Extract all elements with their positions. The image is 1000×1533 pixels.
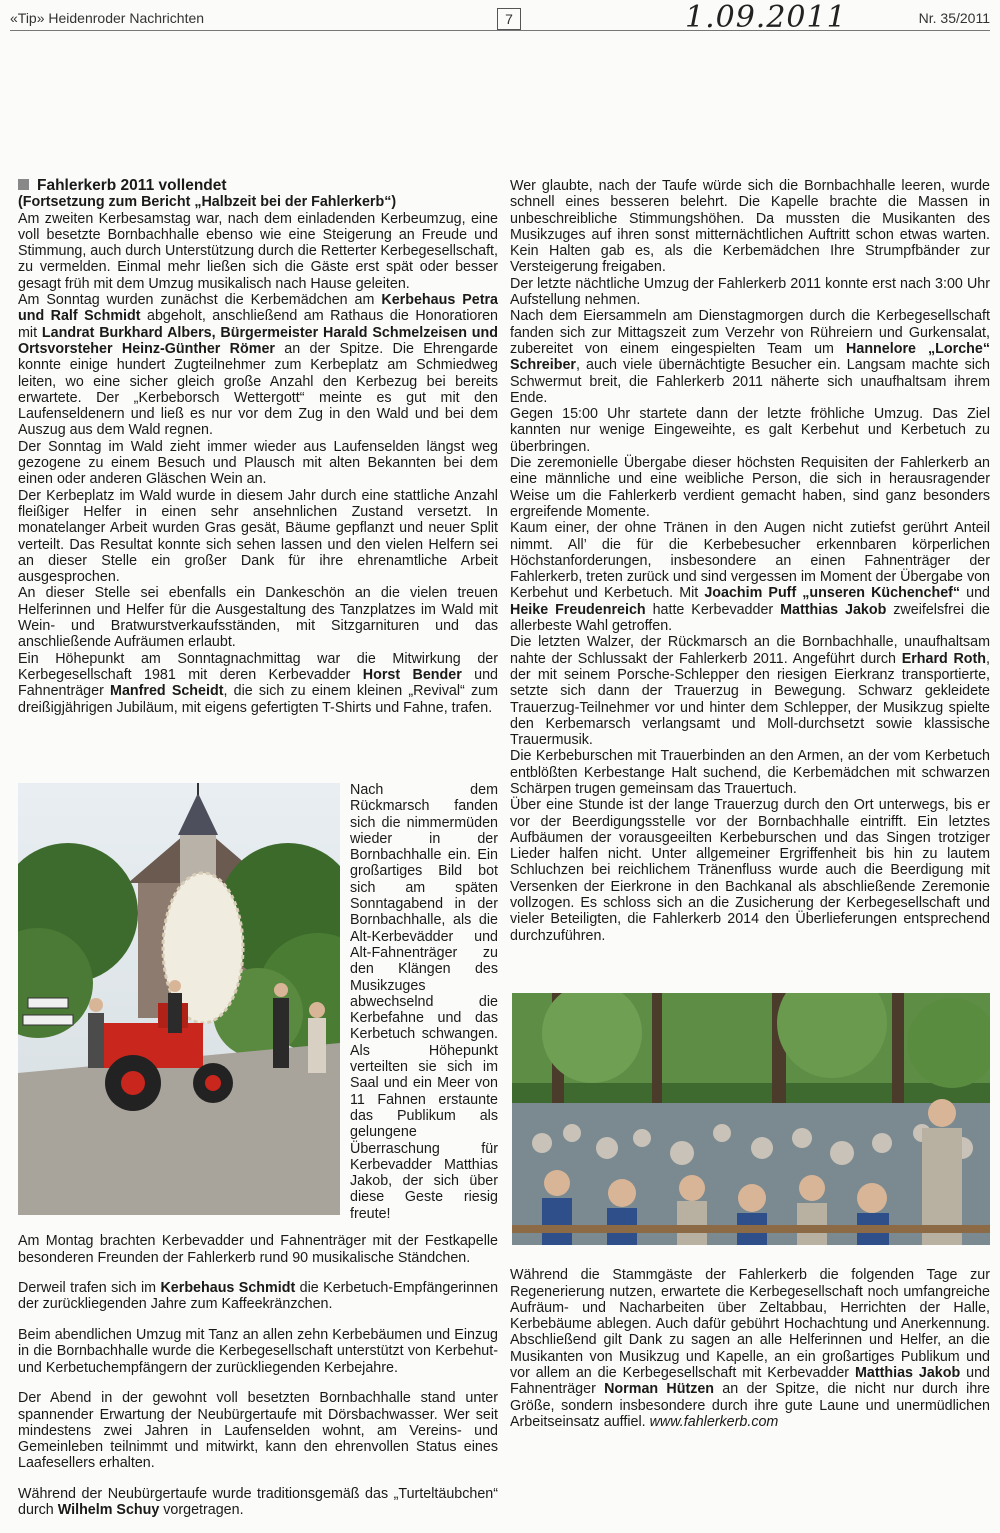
- crowd-photo: [512, 993, 990, 1245]
- right-bottom-column: [510, 1253, 990, 1445]
- paragraph: Wer glaubte, nach der Taufe würde sich die Bornbachhalle leeren, wurde schnell eines besseren belehrt. Die Kapelle brachte die Massen in unbeschreibliche Stimmungshöhen. Da mussten die Musikanten des Musikzuges auf ihren sonst mitternächtlichen Auftritt schon etwas warten. Kein Halten gab es, als die Kerbemädchen Ihre Strumpfbänder zur Versteigerung freigaben.: [510, 178, 990, 276]
- paragraph: Der letzte nächtliche Umzug der Fahlerkerb 2011 konnte erst nach 3:00 Uhr Aufstellung nehmen.: [510, 275, 990, 309]
- paragraph: Nach dem Eiersammeln am Dienstagmorgen durch die Kerbegesellschaft fanden sich zur Mittagszeit zum Verzehr von Rühreiern und Gurkensalat, zubereitet von einem eingespielten Team um Hannelore „Lorche“ Schreiber, auch viele übernächtigte Besucher ein. Langsam machte sich Schwermut breit, die Fahlerkerb 2011 näherte sich unaufhaltsam ihrem Ende.: [510, 308, 990, 406]
- page-number: 7: [497, 8, 521, 30]
- paragraph: Die letzten Walzer, der Rückmarsch an die Bornbachhalle, unaufhaltsam nahte der Schlussakt der Fahlerkerb 2011. Angeführt durch Erhard Roth, der mit seinem Porsche-Schlepper den riesigen Eierkranz transportierte, setzte sich dann der Trauerzug in Bewegung. Schwarz gekleidete Trauerzug-Teilnehmer vor und hinter dem Schlepper, der Musikzug spielte den Kerbemarsch verlangsamt und Moll-durchsetzt sowie klassische Trauermusik.: [510, 634, 990, 749]
- paragraph: Über eine Stunde ist der lange Trauerzug durch den Ort unterwegs, bis er vor der Beerdigungsstelle vor der Bornbachhalle eintrifft. Ein letztes Aufbäumen der vorausgeeilten Kerbeburschen und das Singen trotziger Lieder halfen nicht. Unter allgemeiner Ergriffenheit bis hin zu lautem Schluchzen bei reichlichem Tränenfluss wurde auch die Beerdigung mit Versenken der Eierkrone in den Bachkanal als abschließende Zeremonie vollzogen. Es schloss sich an die Zusicherung der Kerbegesellschaft und vieler Beteiligten, die Fahlerkerb 2014 den Überlieferungen entsprechend durchzuführen.: [510, 797, 990, 944]
- paragraph: An dieser Stelle sei ebenfalls ein Dankeschön an die vielen treuen Helferinnen und Helfer für die Ausgestaltung des Tanzplatzes im Wald mit Wein- und Bratwurstverkaufsständen, mit Sitzgarnituren und das anschließende Aufräumen erlaubt.: [18, 585, 498, 651]
- paragraph: Derweil trafen sich im Kerbehaus Schmidt die Kerbetuch-Empfängerinnen der zurückliegenden Jahre zum Kaffeekränzchen.: [18, 1280, 499, 1313]
- article-title: Fahlerkerb 2011 vollendet: [18, 178, 498, 194]
- issue-number: Nr. 35/2011: [918, 10, 990, 26]
- publication-name: «Tip» Heidenroder Nachrichten: [10, 10, 205, 26]
- title-square-icon: [18, 179, 29, 190]
- page-header: [10, 0, 990, 35]
- paragraph: Der Abend in der gewohnt voll besetzten Bornbachhalle stand unter spannender Erwartung der Neubürgertaufe mit Dörsbachwasser. Wer seit mindestens zwei Jahren in Laufenselden wohnt, am Vereins- und Gemeinleben teilnimmt und mitwirkt, kann den ehrenvollen Status eines Laafesellers erhalten.: [18, 1390, 498, 1472]
- paragraph: Kaum einer, der ohne Tränen in den Augen nicht zutiefst gerührt Anteil nimmt. All’ die für die Kerbebesucher erkennbaren körperlichen Höchstanforderungen, insbesondere an einen Fahnenträger der Fahlerkerb, treten zurück und sind vergessen im Moment der Übergabe von Kerbehut und Kerbetuch. Mit Joachim Puff „unseren Küchenchef“ und Heike Freudenreich hatte Kerbevadder Matthias Jakob zweifelsfrei die allerbeste Wahl getroffen.: [510, 520, 990, 635]
- paragraph: Ein Höhepunkt am Sonntagnachmittag war die Mitwirkung der Kerbegesellschaft 1981 mit deren Kerbevadder Horst Bender und Fahnenträger Manfred Scheidt, die sich zu einem kleinen „Revival“ zum dreißigjährigen Jubiläum, mit eigens gefertigten T-Shirts und Fahne, trafen.: [18, 650, 498, 716]
- paragraph: Die zeremonielle Übergabe dieser höchsten Requisiten der Fahlerkerb an eine männliche und eine weibliche Person, die sich in herausragender Weise um die Fahlerkerb verdient gemacht haben, sind ganz besonders ergreifende Momente.: [510, 455, 990, 520]
- header-rule: [10, 30, 990, 31]
- handwritten-date: 1.09.2011: [685, 0, 847, 35]
- paragraph: Der Sonntag im Wald zieht immer wieder aus Laufenselden längst weg gezogene zu einem Besuch und Plausch mit alten Bekannten bei dem einen oder anderen Gläschen Wein an.: [18, 438, 498, 488]
- paragraph: Am Montag brachten Kerbevadder und Fahnenträger mit der Festkapelle besonderen Freunden der Fahlerkerb rund 90 musikalische Ständchen.: [18, 1233, 498, 1266]
- article-subtitle: (Fortsetzung zum Bericht „Halbzeit bei der Fahlerkerb“): [18, 194, 397, 211]
- website-link[interactable]: www.fahlerkerb.com: [649, 1413, 779, 1430]
- left-bottom-column: [18, 1219, 498, 1533]
- paragraph: Die Kerbeburschen mit Trauerbinden an den Armen, an der vom Kerbetuch entblößten Kerbestange Halt suchend, die Kerbemädchen mit schwarzen Schärpen trugen gemeinsam das Trauertuch.: [510, 748, 990, 797]
- left-column: [18, 178, 498, 716]
- parade-photo: [18, 783, 340, 1215]
- paragraph: Beim abendlichen Umzug mit Tanz an allen zehn Kerbebäumen und Einzug in die Bornbachhalle wurde die Kerbegesellschaft unterstützt von Kerbehut- und Kerbetuchempfängern der zurückliegenden Kerbejahre.: [18, 1327, 498, 1376]
- right-column: [510, 178, 990, 944]
- paragraph: Der Kerbeplatz im Wald wurde in diesem Jahr durch eine stattliche Anzahl fleißiger Helfer in einen sehr ansehnlichen Zustand versetzt. In monatelanger Arbeit wurden Gras gesät, Bäume gepflanzt und neuer Split verteilt. Das Resultat konnte sich sehen lassen und den vielen Helfern sei an dieser Stelle ein großer Dank für ihre ehrenamtliche Arbeit ausgesprochen.: [18, 487, 498, 586]
- paragraph: Am zweiten Kerbesamstag war, nach dem einladenden Kerbeumzug, eine voll besetzte Bornbachhalle ebenso wie eine Steigerung an Freude und Stimmung, auch durch Unterstützung durch die Retterter Kerbegesellschaft, zu vermelden. Einmal mehr ließen sich die Gäste erst spät oder besser gesagt früh mit dem Umzug musikalisch nach Hause geleiten.: [18, 210, 498, 292]
- side-column: Nach dem Rückmarsch fanden sich die nimmermüden wieder in der Bornbachhalle ein. Ein großartiges Bild bot sich am späten Sonntagabend in der Bornbachhalle, als die Alt-Kerbevädder und Alt-Fahnenträger zu den Klängen des Musikzuges abwechselnd die Kerbefahne und das Kerbetuch schwangen. Als Höhepunkt verteilten sie sich im Saal und ein Meer von 11 Fahnen erstaunte das Publikum als gelungene Überraschung für Kerbevadder Matthias Jakob, der sich über diese Geste riesig freute!: [350, 782, 498, 1222]
- paragraph: Gegen 15:00 Uhr startete dann der letzte fröhliche Umzug. Das Ziel kannten nur wenige Eingeweihte, es galt Kerbehut und Kerbetuch zu überbringen.: [510, 406, 990, 455]
- paragraph: Während die Stammgäste der Fahlerkerb die folgenden Tage zur Regenerierung nutzen, erwartete die Kerbegesellschaft noch umfangreiche Aufräum- und Nacharbeiten über Zeltabbau, Herrichten der Halle, Kerbebäume ablegen. Auch dafür gebührt Hochachtung und Anerkennung. Abschließend gilt Dank zu sagen an alle Helferinnen und Helfer, an die Musikanten von Musikzug und Kapelle, an ein großartiges Publikum und vor allem an die Kerbegesellschaft mit Kerbevadder Matthias Jakob und Fahnenträger Norman Hützen an der Spitze, die nicht nur durch ihre Größe, sondern insbesondere durch ihre gute Laune und unermüdlichen Arbeitseinsatz auffiel. www.fahlerkerb.com: [510, 1267, 990, 1430]
- paragraph: Am Sonntag wurden zunächst die Kerbemädchen am Kerbehaus Petra und Ralf Schmidt abgeholt, anschließend am Rathaus die Honoratioren mit Landrat Burkhard Albers, Bürgermeister Harald Schmelzeisen und Ortsvorsteher Heinz-Günther Römer an der Spitze. Die Ehrengarde konnte einige hundert Zugteilnehmer zum Kerbeplatz am Schmiedweg leiten, wo eine sicher gleich große Anzahl den Kerbezug bei bereits erwartete. Der „Kerbeborsch Wettergott“ meinte es gut mit den Laufenseldenern und ließ es nur vor dem Zug in den Wald und bei dem Auszug aus dem Wald regnen.: [18, 292, 498, 439]
- paragraph: Während der Neubürgertaufe wurde traditionsgemäß das „Turteltäubchen“ durch Wilhelm Schuy vorgetragen.: [18, 1486, 498, 1519]
